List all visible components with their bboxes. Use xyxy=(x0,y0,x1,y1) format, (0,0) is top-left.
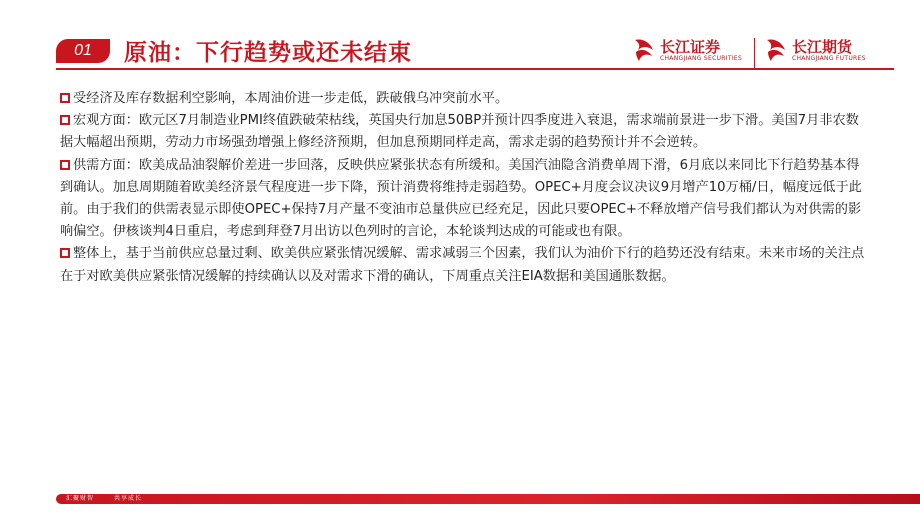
paragraph-macro xyxy=(60,110,872,154)
footer-slogan xyxy=(66,494,162,504)
page-title: 原油：下行趋势或还未结束 xyxy=(124,40,412,66)
footer-slogan-right: 共享成长 xyxy=(114,495,143,502)
square-bullet-icon xyxy=(60,160,70,170)
paragraph-text: 供需方面：欧美成品油裂解价差进一步回落，反映供应紧张状态有所缓和。美国汽油隐含消费单周下滑，6月底以来同比下行趋势基本得到确认。加息周期随着欧美经济景气程度进一步下降，预计消费将维持走弱趋势。OPEC+月度会议决议9月增产10万桶/日，幅度远低于此前。由于我们的供需表显示即使OPEC+保持7月产量不变油市总量供应已经充足，因此只要OPEC+不释放增产信号我们都认为对供需的影响偏空。伊核谈判4日重启，考虑到拜登7月出访以色列时的言论，本轮谈判达成的可能或也有限。 xyxy=(60,157,862,240)
futures-sub: CHANGJIANG FUTURES xyxy=(792,55,866,62)
paragraph-supply-demand xyxy=(60,155,872,244)
footer-bar xyxy=(56,494,920,504)
changjiang-securities-logo xyxy=(632,36,748,70)
logo-divider xyxy=(754,38,755,68)
futures-name: 长江期货 xyxy=(792,38,853,56)
changjiang-futures-logo xyxy=(764,36,892,70)
securities-name: 长江证券 xyxy=(660,38,721,56)
paragraph-overall xyxy=(60,243,872,287)
header-divider xyxy=(56,68,894,70)
square-bullet-icon xyxy=(60,248,70,258)
square-bullet-icon xyxy=(60,115,70,125)
paragraph-text: 宏观方面：欧元区7月制造业PMI终值跌破荣枯线，英国央行加息50BP并预计四季度进入衰退，需求端前景进一步下滑。美国7月非农数据大幅超出预期，劳动力市场强劲增强上修经济预期，但加息预期同样走高，需求走弱的趋势预计并不会逆转。 xyxy=(60,113,859,151)
phoenix-icon xyxy=(764,36,788,64)
paragraph-text: 受经济及库存数据利空影响，本周油价进一步走低，跌破俄乌冲突前水平。 xyxy=(73,91,509,106)
securities-sub: CHANGJIANG SECURITIES xyxy=(660,55,743,62)
slide-header xyxy=(0,0,920,80)
square-bullet-icon xyxy=(60,93,70,103)
logo-group xyxy=(632,36,894,70)
content-body xyxy=(60,88,872,288)
phoenix-icon xyxy=(632,36,656,64)
section-number-badge: 01 xyxy=(56,39,110,63)
footer-slogan-left: 汇聚财智 xyxy=(66,495,95,502)
paragraph-text: 整体上，基于当前供应总量过剩、欧美供应紧张情况缓解、需求减弱三个因素，我们认为油价下行的趋势还没有结束。未来市场的关注点在于对欧美供应紧张情况缓解的持续确认以及对需求下滑的确认，下周重点关注EIA数据和美国通胀数据。 xyxy=(60,246,865,284)
paragraph-summary xyxy=(60,88,872,110)
